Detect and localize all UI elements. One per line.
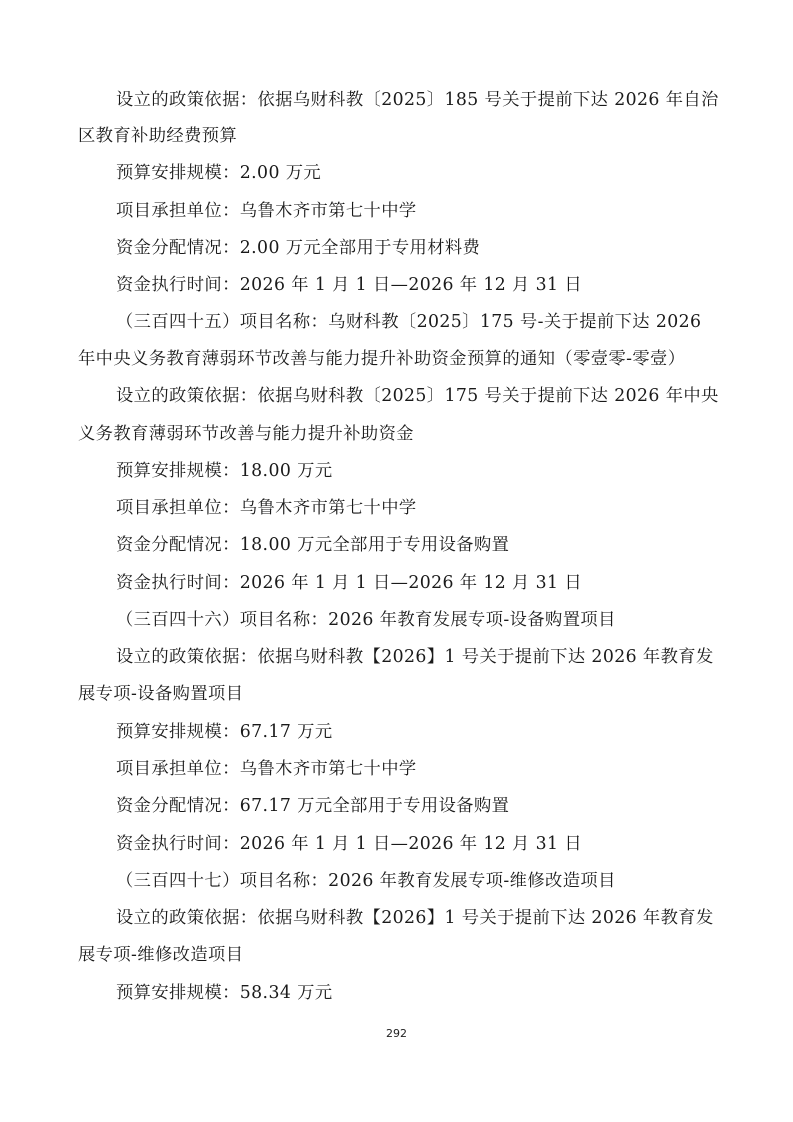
text-line: 义务教育薄弱环节改善与能力提升补助资金 xyxy=(78,424,414,444)
text-line: 预算安排规模：2.00 万元 xyxy=(116,163,322,183)
text-line: 资金执行时间：2026 年 1 月 1 日—2026 年 12 月 31 日 xyxy=(116,834,582,854)
text-line: 年中央义务教育薄弱环节改善与能力提升补助资金预算的通知（零壹零-零壹） xyxy=(78,349,686,369)
text-line: 设立的政策依据：依据乌财科教〔2025〕185 号关于提前下达 2026 年自治 xyxy=(116,90,719,110)
text-line: 项目承担单位：乌鲁木齐市第七十中学 xyxy=(116,498,417,518)
text-line: 项目承担单位：乌鲁木齐市第七十中学 xyxy=(116,201,417,221)
text-line: 设立的政策依据：依据乌财科教【2026】1 号关于提前下达 2026 年教育发 xyxy=(116,908,714,928)
text-line: （三百四十七）项目名称：2026 年教育发展专项-维修改造项目 xyxy=(116,871,616,891)
text-line: 预算安排规模：67.17 万元 xyxy=(116,722,333,742)
text-line: 展专项-设备购置项目 xyxy=(78,684,244,704)
text-line: 区教育补助经费预算 xyxy=(78,126,238,146)
text-line: 预算安排规模：18.00 万元 xyxy=(116,461,333,481)
page-number: 292 xyxy=(386,1027,407,1040)
text-line: 资金分配情况：2.00 万元全部用于专用材料费 xyxy=(116,238,481,258)
text-line: 项目承担单位：乌鲁木齐市第七十中学 xyxy=(116,759,417,779)
text-line: 资金执行时间：2026 年 1 月 1 日—2026 年 12 月 31 日 xyxy=(116,275,582,295)
text-line: 设立的政策依据：依据乌财科教〔2025〕175 号关于提前下达 2026 年中央 xyxy=(116,386,719,406)
text-line: （三百四十五）项目名称：乌财科教〔2025〕175 号-关于提前下达 2026 xyxy=(116,312,702,332)
text-line: 设立的政策依据：依据乌财科教【2026】1 号关于提前下达 2026 年教育发 xyxy=(116,647,714,667)
text-line: 资金分配情况：67.17 万元全部用于专用设备购置 xyxy=(116,796,510,816)
text-line: 资金分配情况：18.00 万元全部用于专用设备购置 xyxy=(116,535,510,555)
text-line: 资金执行时间：2026 年 1 月 1 日—2026 年 12 月 31 日 xyxy=(116,573,582,593)
text-line: （三百四十六）项目名称：2026 年教育发展专项-设备购置项目 xyxy=(116,610,616,630)
text-line: 展专项-维修改造项目 xyxy=(78,945,244,965)
text-line: 预算安排规模：58.34 万元 xyxy=(116,983,333,1003)
